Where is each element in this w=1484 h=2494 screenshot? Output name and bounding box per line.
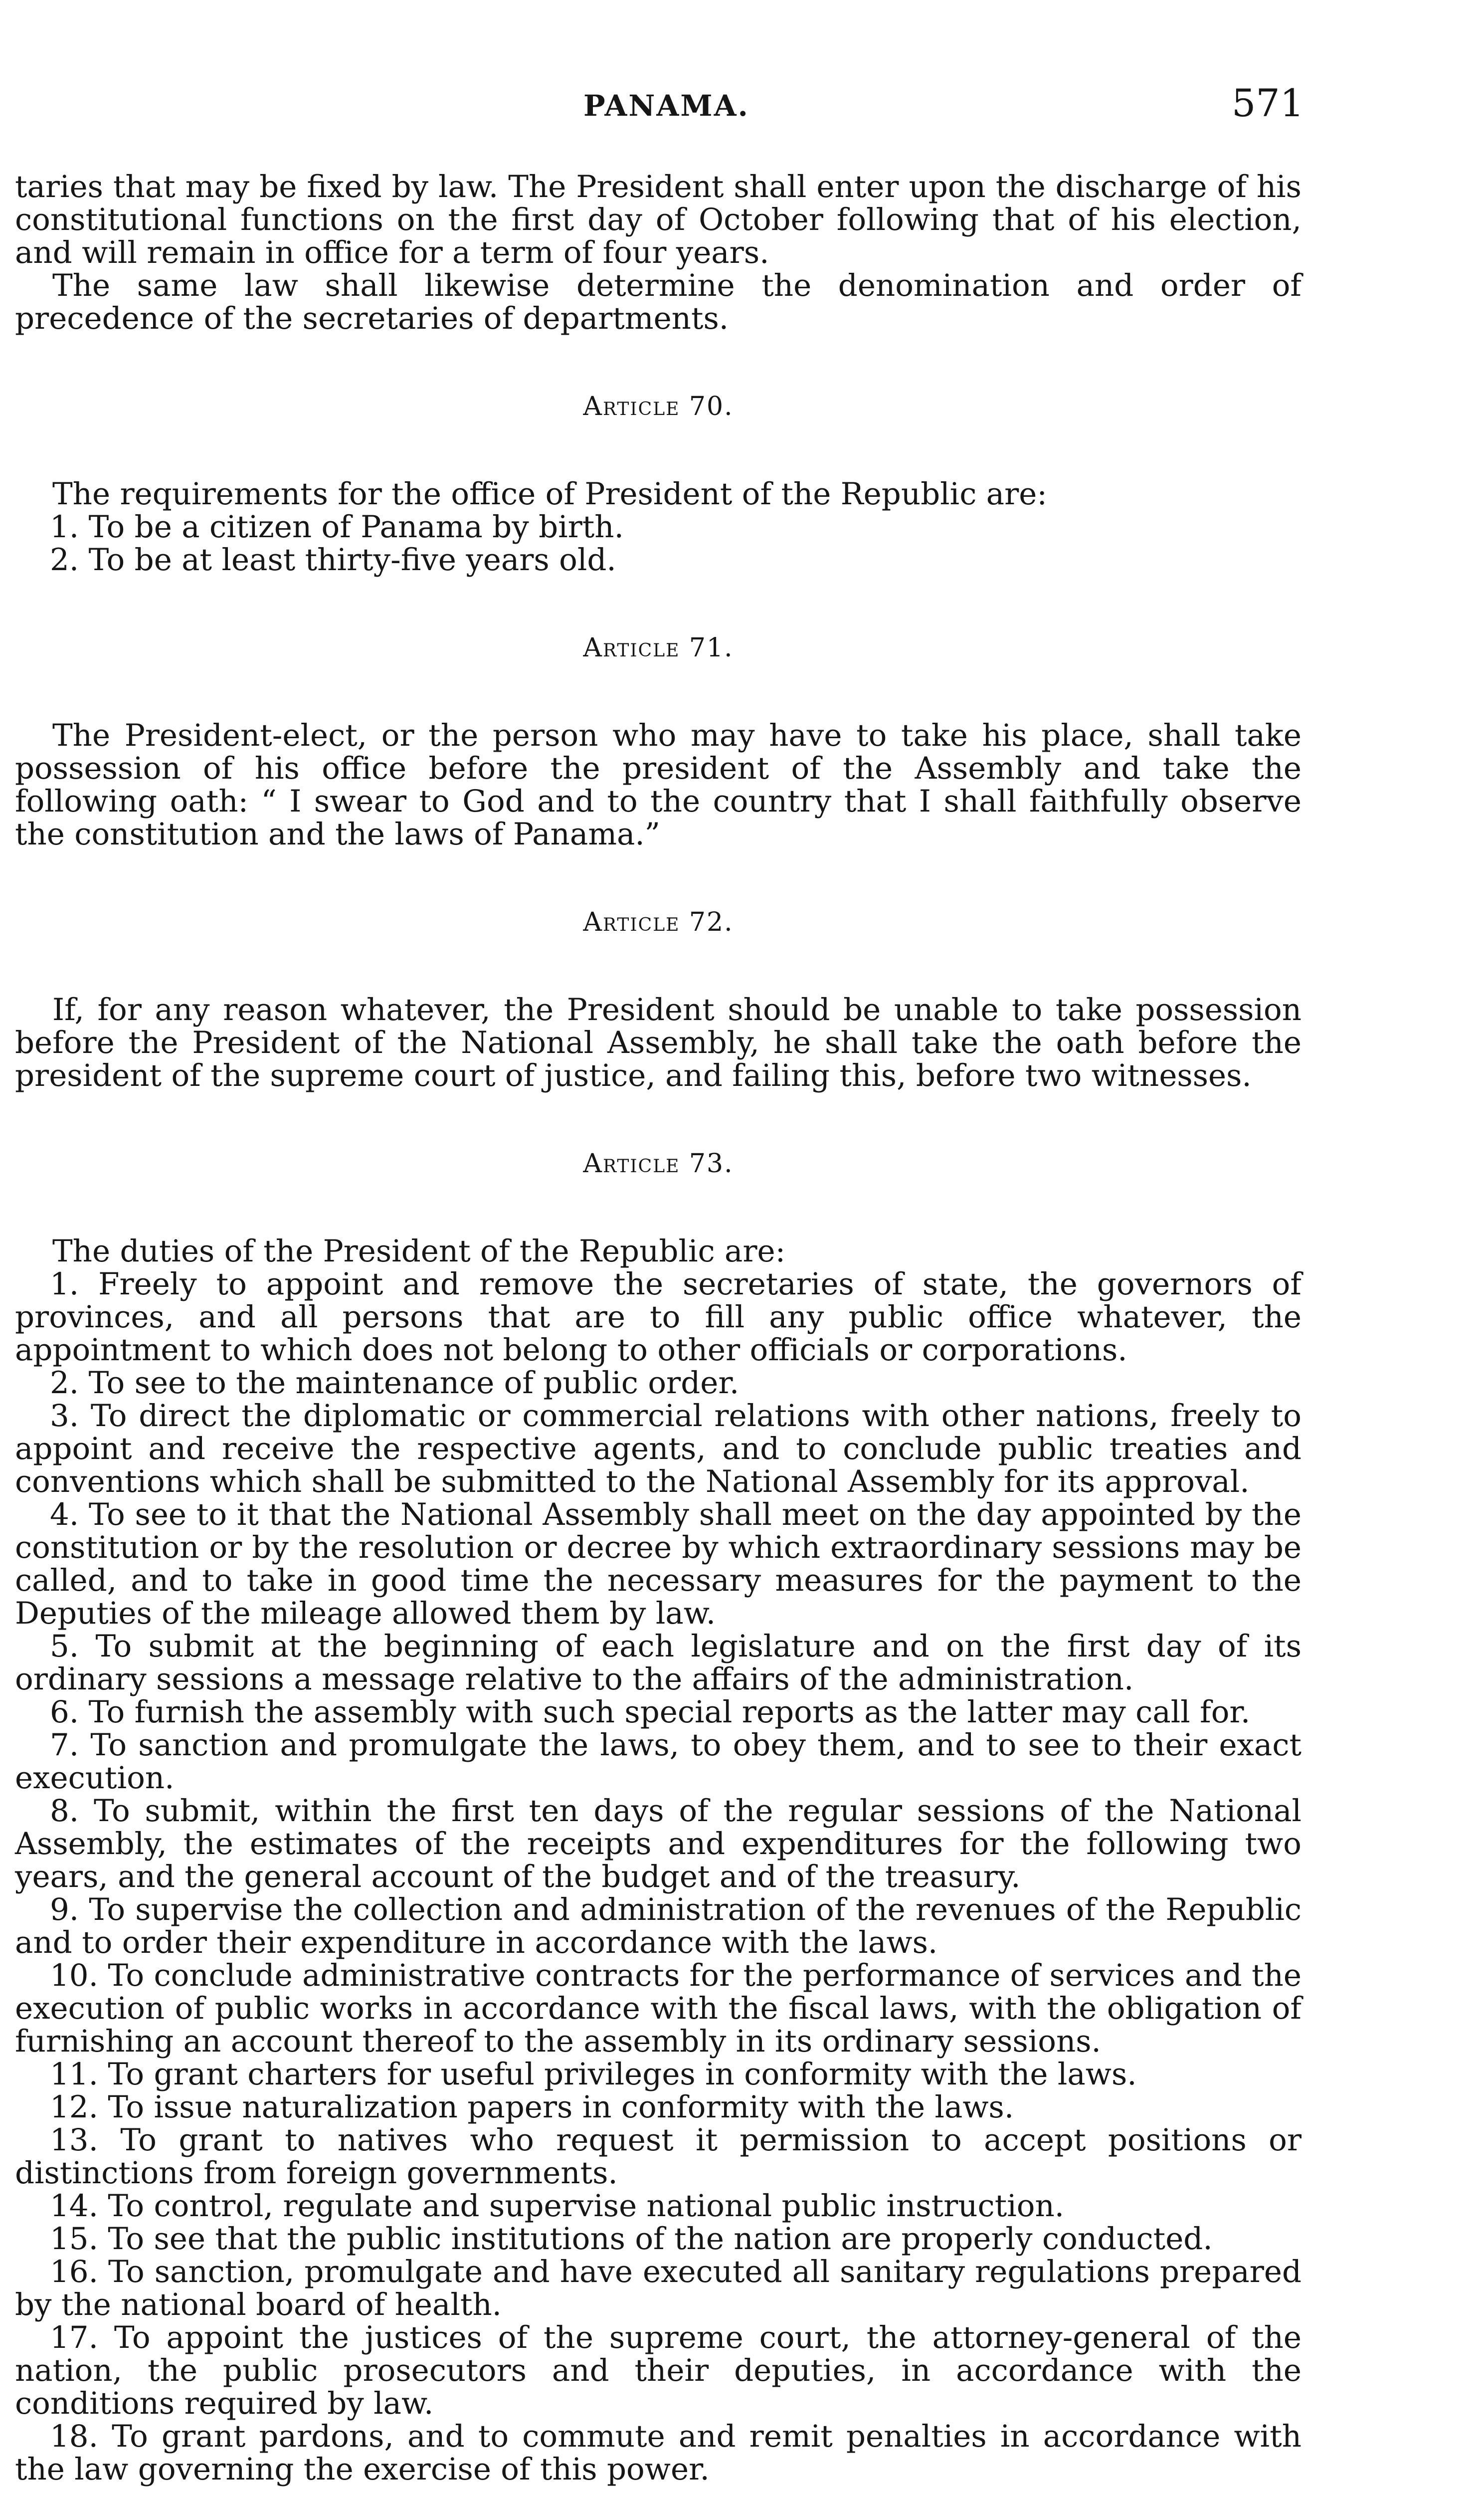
list-item: 16. To sanction, promulgate and have executed all sanitary regulations prepared by the national board of health. bbox=[15, 2254, 1301, 2322]
list-item: 6. To furnish the assembly with such special reports as the latter may call for. bbox=[50, 1694, 1251, 1730]
list-item: 2. To see to the maintenance of public order. bbox=[50, 1365, 740, 1401]
list-item: 2. To be at least thirty-five years old. bbox=[50, 542, 616, 578]
list-item: 13. To grant to natives who request it permission to accept positions or distinctions from foreign governments. bbox=[15, 2122, 1301, 2191]
list-item: 12. To issue naturalization papers in conformity with the laws. bbox=[50, 2089, 1014, 2125]
list-item: 9. To supervise the collection and administration of the revenues of the Republic and to order their expenditure in accordance with the laws. bbox=[15, 1892, 1301, 1960]
article-heading: Article 70. bbox=[583, 392, 734, 421]
paragraph: If, for any reason whatever, the President should be unable to take possession before the President of the National Assembly, he shall take the oath before the president of the supreme court of justice, and failing this, before two witnesses. bbox=[15, 992, 1301, 1093]
list-item: 4. To see to it that the National Assembly shall meet on the day appointed by the constitution or by the resolution or decree by which extraordinary sessions may be called, and to take in good time the necessary measures for the payment to the Deputies of the mileage allowed them by law. bbox=[15, 1497, 1301, 1631]
list-item: 15. To see that the public institutions of the nation are properly conducted. bbox=[50, 2221, 1213, 2257]
list-item: 3. To direct the diplomatic or commercial relations with other nations, freely to appoint and receive the respective agents, and to conclude public treaties and conventions which shall be submitted to the National Assembly for its approval. bbox=[15, 1398, 1301, 1499]
list-item: 1. To be a citizen of Panama by birth. bbox=[50, 509, 624, 545]
list-item: 7. To sanction and promulgate the laws, to obey them, and to see to their exact execution. bbox=[15, 1727, 1301, 1796]
paragraph: The President-elect, or the person who may have to take his place, shall take possession of his office before the president of the Assembly and take the following oath: “ I swear to God and to the country that I shall faithfully observe the constitution and the laws of Panama.” bbox=[15, 718, 1301, 852]
page-body bbox=[15, 171, 1301, 2486]
list-item: 14. To control, regulate and supervise national public instruction. bbox=[50, 2188, 1065, 2224]
list-item: 1. Freely to appoint and remove the secretaries of state, the governors of provinces, and all persons that are to fill any public office whatever, the appointment to which does not belong to other officials or corporations. bbox=[15, 1266, 1301, 1368]
list-item: 10. To conclude administrative contracts for the performance of services and the execution of public works in accordance with the fiscal laws, with the obligation of furnishing an account thereof to the assembly in its ordinary sessions. bbox=[15, 1958, 1301, 2059]
list-item: 17. To appoint the justices of the supreme court, the attorney-general of the nation, the public prosecutors and their deputies, in accordance with the conditions required by law. bbox=[15, 2320, 1301, 2421]
paragraph: The duties of the President of the Republic are: bbox=[52, 1234, 786, 1269]
paragraph: The requirements for the office of President of the Republic are: bbox=[52, 476, 1047, 512]
list-item: 18. To grant pardons, and to commute and remit penalties in accordance with the law governing the exercise of this power. bbox=[15, 2419, 1301, 2487]
list-item: 5. To submit at the beginning of each legislature and on the first day of its ordinary sessions a message relative to the affairs of the administration. bbox=[15, 1629, 1301, 1697]
page-number: 571 bbox=[1232, 81, 1304, 125]
paragraph: The same law shall likewise determine the denomination and order of precedence of the secretaries of departments. bbox=[15, 268, 1301, 336]
article-heading: Article 71. bbox=[583, 633, 734, 663]
article-heading: Article 73. bbox=[583, 1149, 734, 1179]
article-heading: Article 72. bbox=[583, 907, 734, 937]
list-item: 8. To submit, within the first ten days of the regular sessions of the National Assembly, the estimates of the receipts and expenditures for the following two years, and the general account of the budget and of the treasury. bbox=[15, 1793, 1301, 1894]
list-item: 11. To grant charters for useful privileges in conformity with the laws. bbox=[50, 2057, 1137, 2092]
running-head: PANAMA. bbox=[583, 89, 749, 123]
paragraph: taries that may be fixed by law. The President shall enter upon the discharge of his constitutional functions on the first day of October following that of his election, and will remain in office for a term of four years. bbox=[15, 169, 1301, 270]
